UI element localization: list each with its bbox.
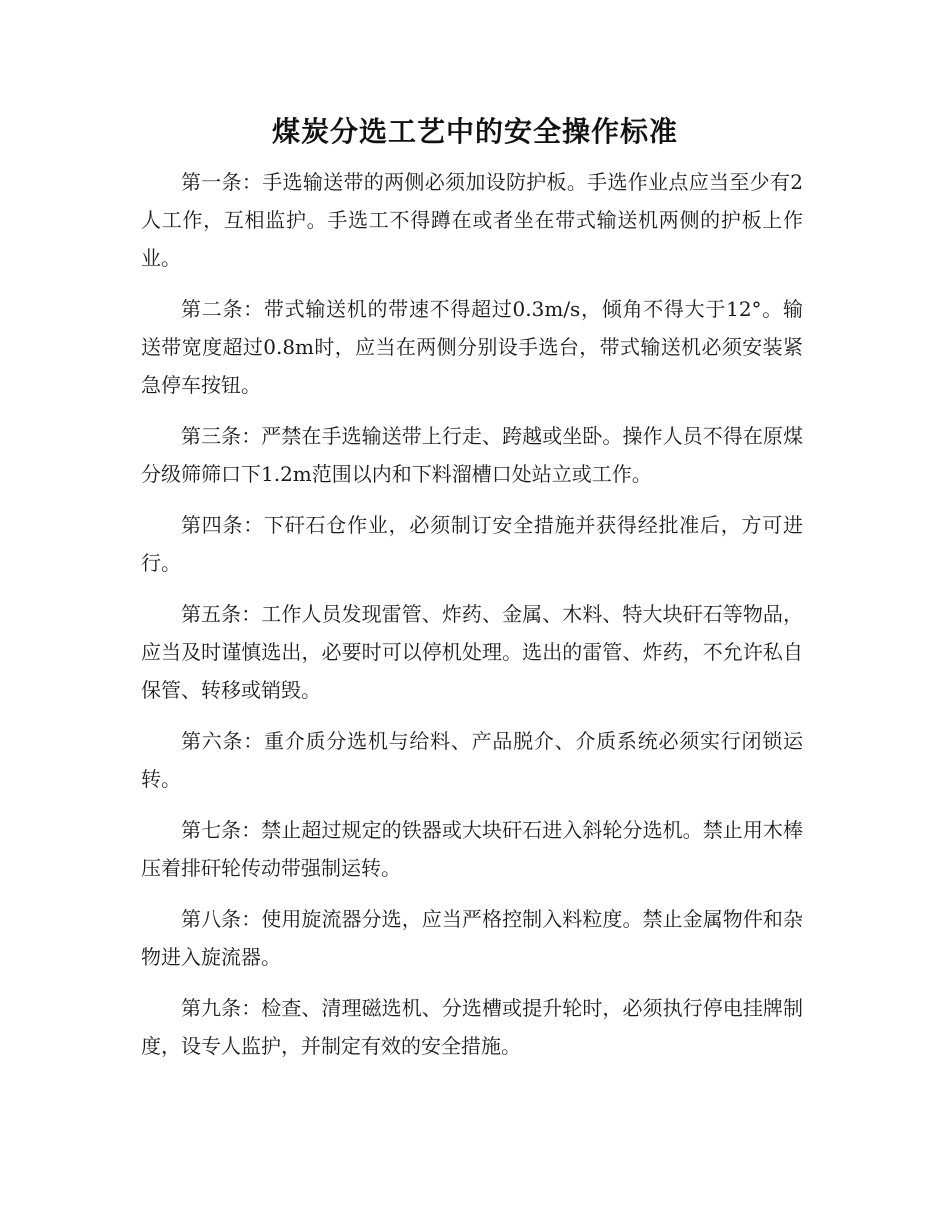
article-9: 第九条：检查、清理磁选机、分选槽或提升轮时，必须执行停电挂牌制度，设专人监护，并制定有效的安全措施。 bbox=[141, 996, 803, 1058]
article-6: 第六条：重介质分选机与给料、产品脱介、介质系统必须实行闭锁运转。 bbox=[141, 729, 803, 791]
article-4: 第四条：下矸石仓作业，必须制订安全措施并获得经批准后，方可进行。 bbox=[141, 513, 803, 575]
article-5: 第五条：工作人员发现雷管、炸药、金属、木料、特大块矸石等物品，应当及时谨慎选出，必要时可以停机处理。选出的雷管、炸药，不允许私自保管、转移或销毁。 bbox=[141, 602, 803, 702]
article-1: 第一条：手选输送带的两侧必须加设防护板。手选作业点应当至少有2人工作，互相监护。手选工不得蹲在或者坐在带式输送机两侧的护板上作业。 bbox=[141, 170, 803, 270]
article-3: 第三条：严禁在手选输送带上行走、跨越或坐卧。操作人员不得在原煤分级筛筛口下1.2m范围以内和下料溜槽口处站立或工作。 bbox=[141, 424, 803, 486]
document-title: 煤炭分选工艺中的安全操作标准 bbox=[271, 115, 678, 148]
article-7: 第七条：禁止超过规定的铁器或大块矸石进入斜轮分选机。禁止用木棒压着排矸轮传动带强制运转。 bbox=[141, 818, 803, 880]
article-2: 第二条：带式输送机的带速不得超过0.3m/s，倾角不得大于12°。输送带宽度超过0.8m时，应当在两侧分别设手选台，带式输送机必须安装紧急停车按钮。 bbox=[141, 297, 803, 397]
document-body bbox=[141, 163, 803, 1078]
article-8: 第八条：使用旋流器分选，应当严格控制入料粒度。禁止金属物件和杂物进入旋流器。 bbox=[141, 907, 803, 969]
